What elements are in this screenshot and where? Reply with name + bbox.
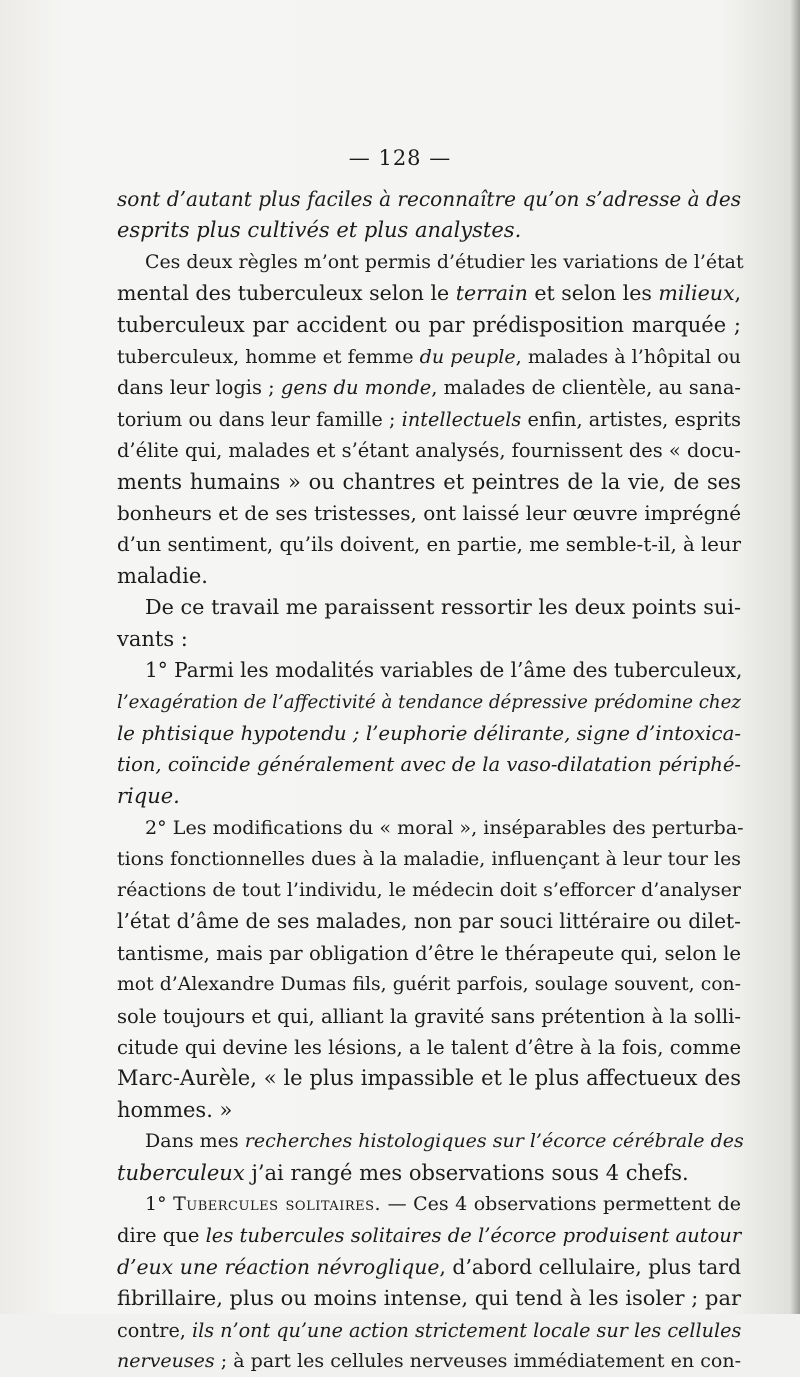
italic-run: gens du monde	[280, 376, 432, 400]
text-line	[117, 435, 741, 466]
text-line	[117, 184, 741, 215]
text-run: mental des tuberculeux selon le	[117, 281, 456, 306]
page-number: — 128 —	[348, 146, 452, 170]
text-line	[117, 498, 741, 529]
text-line	[117, 875, 741, 906]
italic-run: recherches histologiques sur l’écorce cérébrale des	[244, 1130, 744, 1153]
text-line	[117, 1189, 741, 1220]
text-line	[117, 1220, 741, 1251]
text-line	[117, 1095, 741, 1126]
text-line	[117, 844, 741, 875]
text-run: d’un sentiment, qu’ils doivent, en partie, me semble-t-il, à leur	[117, 533, 741, 557]
text-run: De ce travail me paraissent ressortir les deux points sui-	[145, 595, 741, 620]
text-line	[117, 1283, 741, 1314]
text-line	[117, 404, 741, 435]
text-run: , d’abord cellulaire, plus tard	[439, 1254, 741, 1279]
text-run: torium ou dans leur famille ;	[117, 407, 402, 431]
text-line	[117, 310, 741, 341]
text-run: mot d’Alexandre Dumas fils, guérit parfois, soulage souvent, con-	[117, 974, 741, 996]
text-line	[117, 1032, 741, 1063]
text-line	[117, 812, 744, 843]
text-line	[117, 278, 741, 309]
text-run: 1° Parmi les modalités variables de l’âme des tuberculeux,	[145, 658, 743, 683]
italic-run: le phtisique hypotendu ; l’euphorie délirante, signe d’intoxica-	[117, 721, 741, 745]
text-run: dans leur logis ;	[117, 376, 281, 400]
text-line	[117, 969, 741, 1000]
text-run: sole toujours et qui, alliant la gravité sans prétention à la solli-	[117, 1004, 741, 1028]
italic-run: terrain	[455, 281, 528, 306]
text-line	[117, 247, 744, 278]
text-line	[117, 341, 741, 372]
text-run: tantisme, mais par obligation d’être le thérapeute qui, selon le	[117, 941, 741, 965]
text-run: tions fonctionnelles dues à la maladie, influençant à leur tour les	[117, 847, 741, 870]
text-run: Ces deux règles m’ont permis d’étudier les variations de l’état	[145, 250, 744, 273]
text-run: 2° Les modifications du « moral », inséparables des perturba-	[145, 816, 744, 840]
italic-run: les tubercules solitaires de l’écorce produisent autour	[205, 1224, 742, 1248]
text-run: d’élite qui, malades et s’étant analysés, fournissent des « docu-	[117, 439, 741, 463]
text-line	[117, 718, 741, 749]
italic-run: milieux	[658, 281, 735, 306]
text-line	[117, 1126, 744, 1157]
text-run: hommes. »	[117, 1097, 233, 1122]
text-run: et selon les	[527, 281, 659, 306]
small-caps-run: Tubercules solitaires.	[173, 1193, 382, 1215]
text-line	[117, 467, 741, 498]
italic-run: esprits plus cultivés et plus analystes.	[117, 218, 522, 243]
text-run: réactions de tout l’individu, le médecin doit s’efforcer d’analyser	[117, 878, 741, 901]
italic-run: tion, coïncide généralement avec de la vaso-dilatation périphé-	[117, 753, 741, 777]
text-line	[117, 624, 741, 655]
text-run: enfin, artistes, esprits	[521, 407, 741, 431]
text-run: dire que	[117, 1224, 206, 1248]
text-run: l’état d’âme de ses malades, non par souci littéraire ou dilet-	[117, 909, 741, 934]
text-run: Dans mes	[145, 1130, 245, 1153]
text-run: maladie.	[117, 563, 208, 588]
text-run: tuberculeux, homme et femme	[117, 345, 420, 369]
text-line	[117, 781, 741, 812]
text-run: Marc-Aurèle, « le plus impassible et le plus affectueux des	[117, 1066, 741, 1091]
italic-run: intellectuels	[401, 407, 522, 431]
text-run: ments humains » ou chantres et peintres de la vie, de ses	[117, 469, 741, 494]
text-line	[117, 687, 741, 718]
text-run: ,	[734, 281, 742, 306]
italic-run: tuberculeux	[117, 1160, 245, 1185]
page-edge-shadow	[790, 0, 800, 1314]
text-line	[117, 1063, 741, 1094]
text-run: contre,	[117, 1318, 192, 1342]
text-run: j’ai rangé mes observations sous 4 chefs.	[244, 1160, 689, 1185]
italic-run: l’exagération de l’affectivité à tendance dépressive prédomine chez	[117, 691, 741, 713]
italic-run: du peuple	[419, 345, 516, 369]
text-line	[117, 655, 741, 686]
italic-run: d’eux une réaction névroglique	[117, 1254, 440, 1279]
text-run: , malades de clientèle, au sana-	[431, 376, 741, 400]
italic-run: rique.	[117, 783, 180, 808]
text-line	[117, 1252, 741, 1283]
text-line	[117, 1346, 741, 1377]
text-line	[117, 906, 741, 937]
text-run: tuberculeux par accident ou par prédisposition marquée ;	[117, 312, 741, 337]
italic-run: nerveuses	[117, 1350, 215, 1373]
text-run: vants :	[117, 626, 188, 651]
text-run: — Ces 4 observations permettent de	[381, 1193, 742, 1215]
text-line	[117, 749, 741, 780]
italic-run: sont d’autant plus faciles à reconnaître qu’on s’adresse à des	[117, 187, 741, 211]
text-run: fibrillaire, plus ou moins intense, qui tend à les isoler ; par	[117, 1286, 741, 1311]
text-line	[117, 529, 741, 560]
text-run: ; à part les cellules nerveuses immédiatement en con-	[214, 1350, 741, 1373]
text-line	[117, 561, 741, 592]
text-run: 1°	[145, 1193, 174, 1215]
body-text	[117, 184, 744, 1377]
text-line	[117, 372, 741, 403]
text-run: citude qui devine les lésions, a le talent d’être à la fois, comme	[117, 1035, 741, 1059]
text-line	[117, 592, 741, 623]
text-run: , malades à l’hôpital ou	[515, 345, 741, 369]
text-line	[117, 938, 741, 969]
text-line	[117, 1315, 741, 1346]
text-line	[117, 215, 741, 246]
text-line	[117, 1001, 741, 1032]
text-line	[117, 1158, 741, 1189]
text-run: bonheurs et de ses tristesses, ont laissé leur œuvre imprégné	[117, 501, 741, 526]
italic-run: ils n’ont qu’une action strictement locale sur les cellules	[191, 1318, 742, 1342]
